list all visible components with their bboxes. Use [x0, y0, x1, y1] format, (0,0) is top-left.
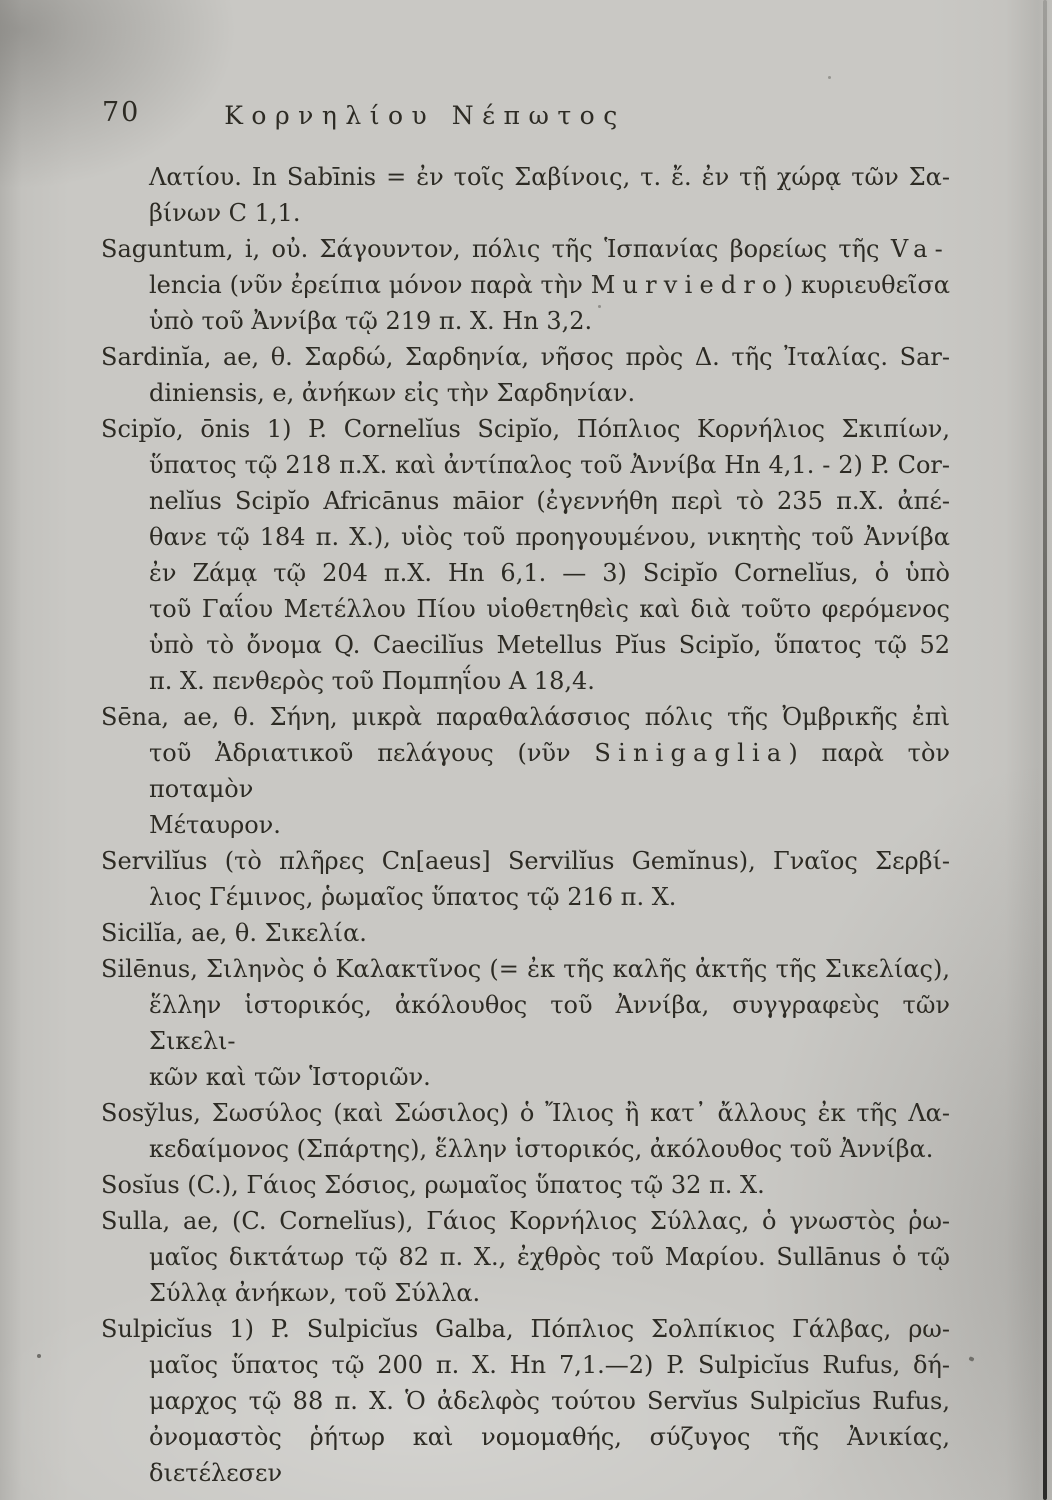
- page-edge-shadow: [1043, 0, 1047, 1500]
- text-line: μαῖος ὕπατος τῷ 200 π. Χ. Hn 7,1.—2) P. Sulpicĭus Rufus, δή-: [149, 1351, 950, 1379]
- paper-speck: [828, 76, 831, 79]
- text-line: θανε τῷ 184 π. Χ.), υἱὸς τοῦ προηγουμένου, νικητὴς τοῦ Ἀννίβα: [149, 523, 950, 551]
- entry-sena: [101, 699, 950, 843]
- text-line: Scipĭo, ōnis 1) P. Cornelĭus Scipĭo, Πόπλιος Κορνήλιος Σκιπίων,: [101, 415, 950, 443]
- paper-speck: [37, 1354, 41, 1358]
- dictionary-content: [101, 159, 950, 1491]
- spaced-place-name: Murviedro: [590, 271, 784, 299]
- entry-sulpicius: [101, 1311, 950, 1491]
- text-line: Sosy̆lus, Σωσύλος (καὶ Σώσιλος) ὁ Ἴλιος ἢ κατ᾽ ἄλλους ἐκ τῆς Λα-: [101, 1099, 950, 1127]
- entry-sosius: [101, 1167, 950, 1203]
- spaced-place-name: Sinigaglia: [594, 739, 789, 767]
- entry-servilius: [101, 843, 950, 915]
- entry-silenus: [101, 951, 950, 1095]
- text-line: ἐν Ζάμᾳ τῷ 204 π.Χ. Hn 6,1. — 3) Scipĭo Cornelĭus, ὁ ὑπὸ: [149, 559, 950, 587]
- text-segment: τοῦ Ἀδριατικοῦ πελάγους (νῦν: [149, 739, 595, 767]
- text-line: Sicilĭa, ae, θ. Σικελία.: [101, 919, 367, 947]
- text-line: diniensis, e, ἀνήκων εἰς τὴν Σαρδηνίαν.: [149, 379, 636, 407]
- text-line: μαῖος δικτάτωρ τῷ 82 π. Χ., ἐχθρὸς τοῦ Μαρίου. Sullānus ὁ τῷ: [149, 1243, 950, 1271]
- text-line: [101, 735, 950, 807]
- text-line: ἕλλην ἱστορικός, ἀκόλουθος τοῦ Ἀννίβα, συγγραφεὺς τῶν Σικελι-: [149, 991, 950, 1055]
- running-header: Κορνηλίου Νέπωτος: [224, 101, 626, 130]
- entry-latium: [101, 159, 950, 231]
- text-line: π. Χ. πενθερὸς τοῦ Πομπηΐου A 18,4.: [149, 667, 595, 695]
- text-line: ὑπὸ τὸ ὄνομα Q. Caecilĭus Metellus Pĭus Scipĭo, ὕπατος τῷ 52: [149, 631, 950, 659]
- entry-sulla: [101, 1203, 950, 1311]
- text-line: Sulla, ae, (C. Cornelĭus), Γάιος Κορνήλιος Σύλλας, ὁ γνωστὸς ῥω-: [101, 1207, 950, 1235]
- entry-sosylus: [101, 1095, 950, 1167]
- paper-speck: [968, 1356, 974, 1362]
- text-line: [101, 267, 950, 303]
- entry-sardinia: [101, 339, 950, 411]
- text-line: Σύλλᾳ ἀνήκων, τοῦ Σύλλα.: [149, 1279, 481, 1307]
- text-line: Sardinĭa, ae, θ. Σαρδώ, Σαρδηνία, νῆσος πρὸς Δ. τῆς Ἰταλίας. Sar-: [101, 343, 950, 371]
- text-segment: ) κυριευθεῖσα: [783, 271, 951, 299]
- text-line: λιος Γέμινος, ῥωμαῖος ὕπατος τῷ 216 π. Χ.: [149, 883, 677, 911]
- text-line: Sosĭus (C.), Γάιος Σόσιος, ρωμαῖος ὕπατος τῷ 32 π. Χ.: [101, 1171, 765, 1199]
- text-line: κῶν καὶ τῶν Ἱστοριῶν.: [149, 1063, 431, 1091]
- text-segment: ) παρὰ τὸν ποταμὸν: [149, 739, 950, 803]
- text-line: Λατίου. In Sabīnis = ἐν τοῖς Σαβίνοις, τ. ἔ. ἐν τῇ χώρᾳ τῶν Σα-: [149, 163, 950, 191]
- text-line: Sulpicĭus 1) P. Sulpicĭus Galba, Πόπλιος Σολπίκιος Γάλβας, ρω-: [101, 1315, 950, 1343]
- text-line: Silēnus, Σιληνὸς ὁ Καλακτῖνος (= ἐκ τῆς καλῆς ἀκτῆς τῆς Σικελίας),: [101, 955, 950, 983]
- text-line: [101, 231, 950, 267]
- text-line: ὑπὸ τοῦ Ἀννίβα τῷ 219 π. Χ. Hn 3,2.: [149, 307, 593, 335]
- text-line: κεδαίμονος (Σπάρτης), ἕλλην ἱστορικός, ἀκόλουθος τοῦ Ἀννίβα.: [149, 1135, 934, 1163]
- entry-sicilia: [101, 915, 950, 951]
- text-line: βίνων C 1,1.: [149, 199, 301, 227]
- page-number: 70: [102, 97, 141, 128]
- text-line: μαρχος τῷ 88 π. Χ. Ὁ ἀδελφὸς τούτου Servĭus Sulpicĭus Rufus,: [149, 1387, 950, 1415]
- entry-saguntum: [101, 231, 950, 339]
- text-line: Servilĭus (τὸ πλῆρες Cn[aeus] Servilĭus Gemĭnus), Γναῖος Σερβί-: [101, 847, 950, 875]
- text-line: ὕπατος τῷ 218 π.Χ. καὶ ἀντίπαλος τοῦ Ἀννίβα Hn 4,1. - 2) P. Cor-: [149, 451, 950, 479]
- spaced-place-name: Va-: [890, 235, 950, 263]
- text-line: Sēna, ae, θ. Σήνη, μικρὰ παραθαλάσσιος πόλις τῆς Ὀμβρικῆς ἐπὶ: [101, 703, 950, 731]
- text-line: nelĭus Scipĭo Africānus māior (ἐγεννήθη περὶ τὸ 235 π.Χ. ἀπέ-: [149, 487, 950, 515]
- text-segment: lencia (νῦν ἐρείπια μόνον παρὰ τὴν: [149, 271, 591, 299]
- entry-scipio: [101, 411, 950, 699]
- text-line: τοῦ Γαΐου Μετέλλου Πίου υἱοθετηθεὶς καὶ διὰ τοῦτο φερόμενος: [149, 595, 950, 623]
- text-line: Μέταυρον.: [149, 811, 281, 839]
- text-line: ὀνομαστὸς ῥήτωρ καὶ νομομαθής, σύζυγος τῆς Ἀνικίας, διετέλεσεν: [149, 1423, 950, 1487]
- text-segment: Saguntum, i, οὐ. Σάγουντον, πόλις τῆς Ἱσπανίας βορείως τῆς: [101, 235, 891, 263]
